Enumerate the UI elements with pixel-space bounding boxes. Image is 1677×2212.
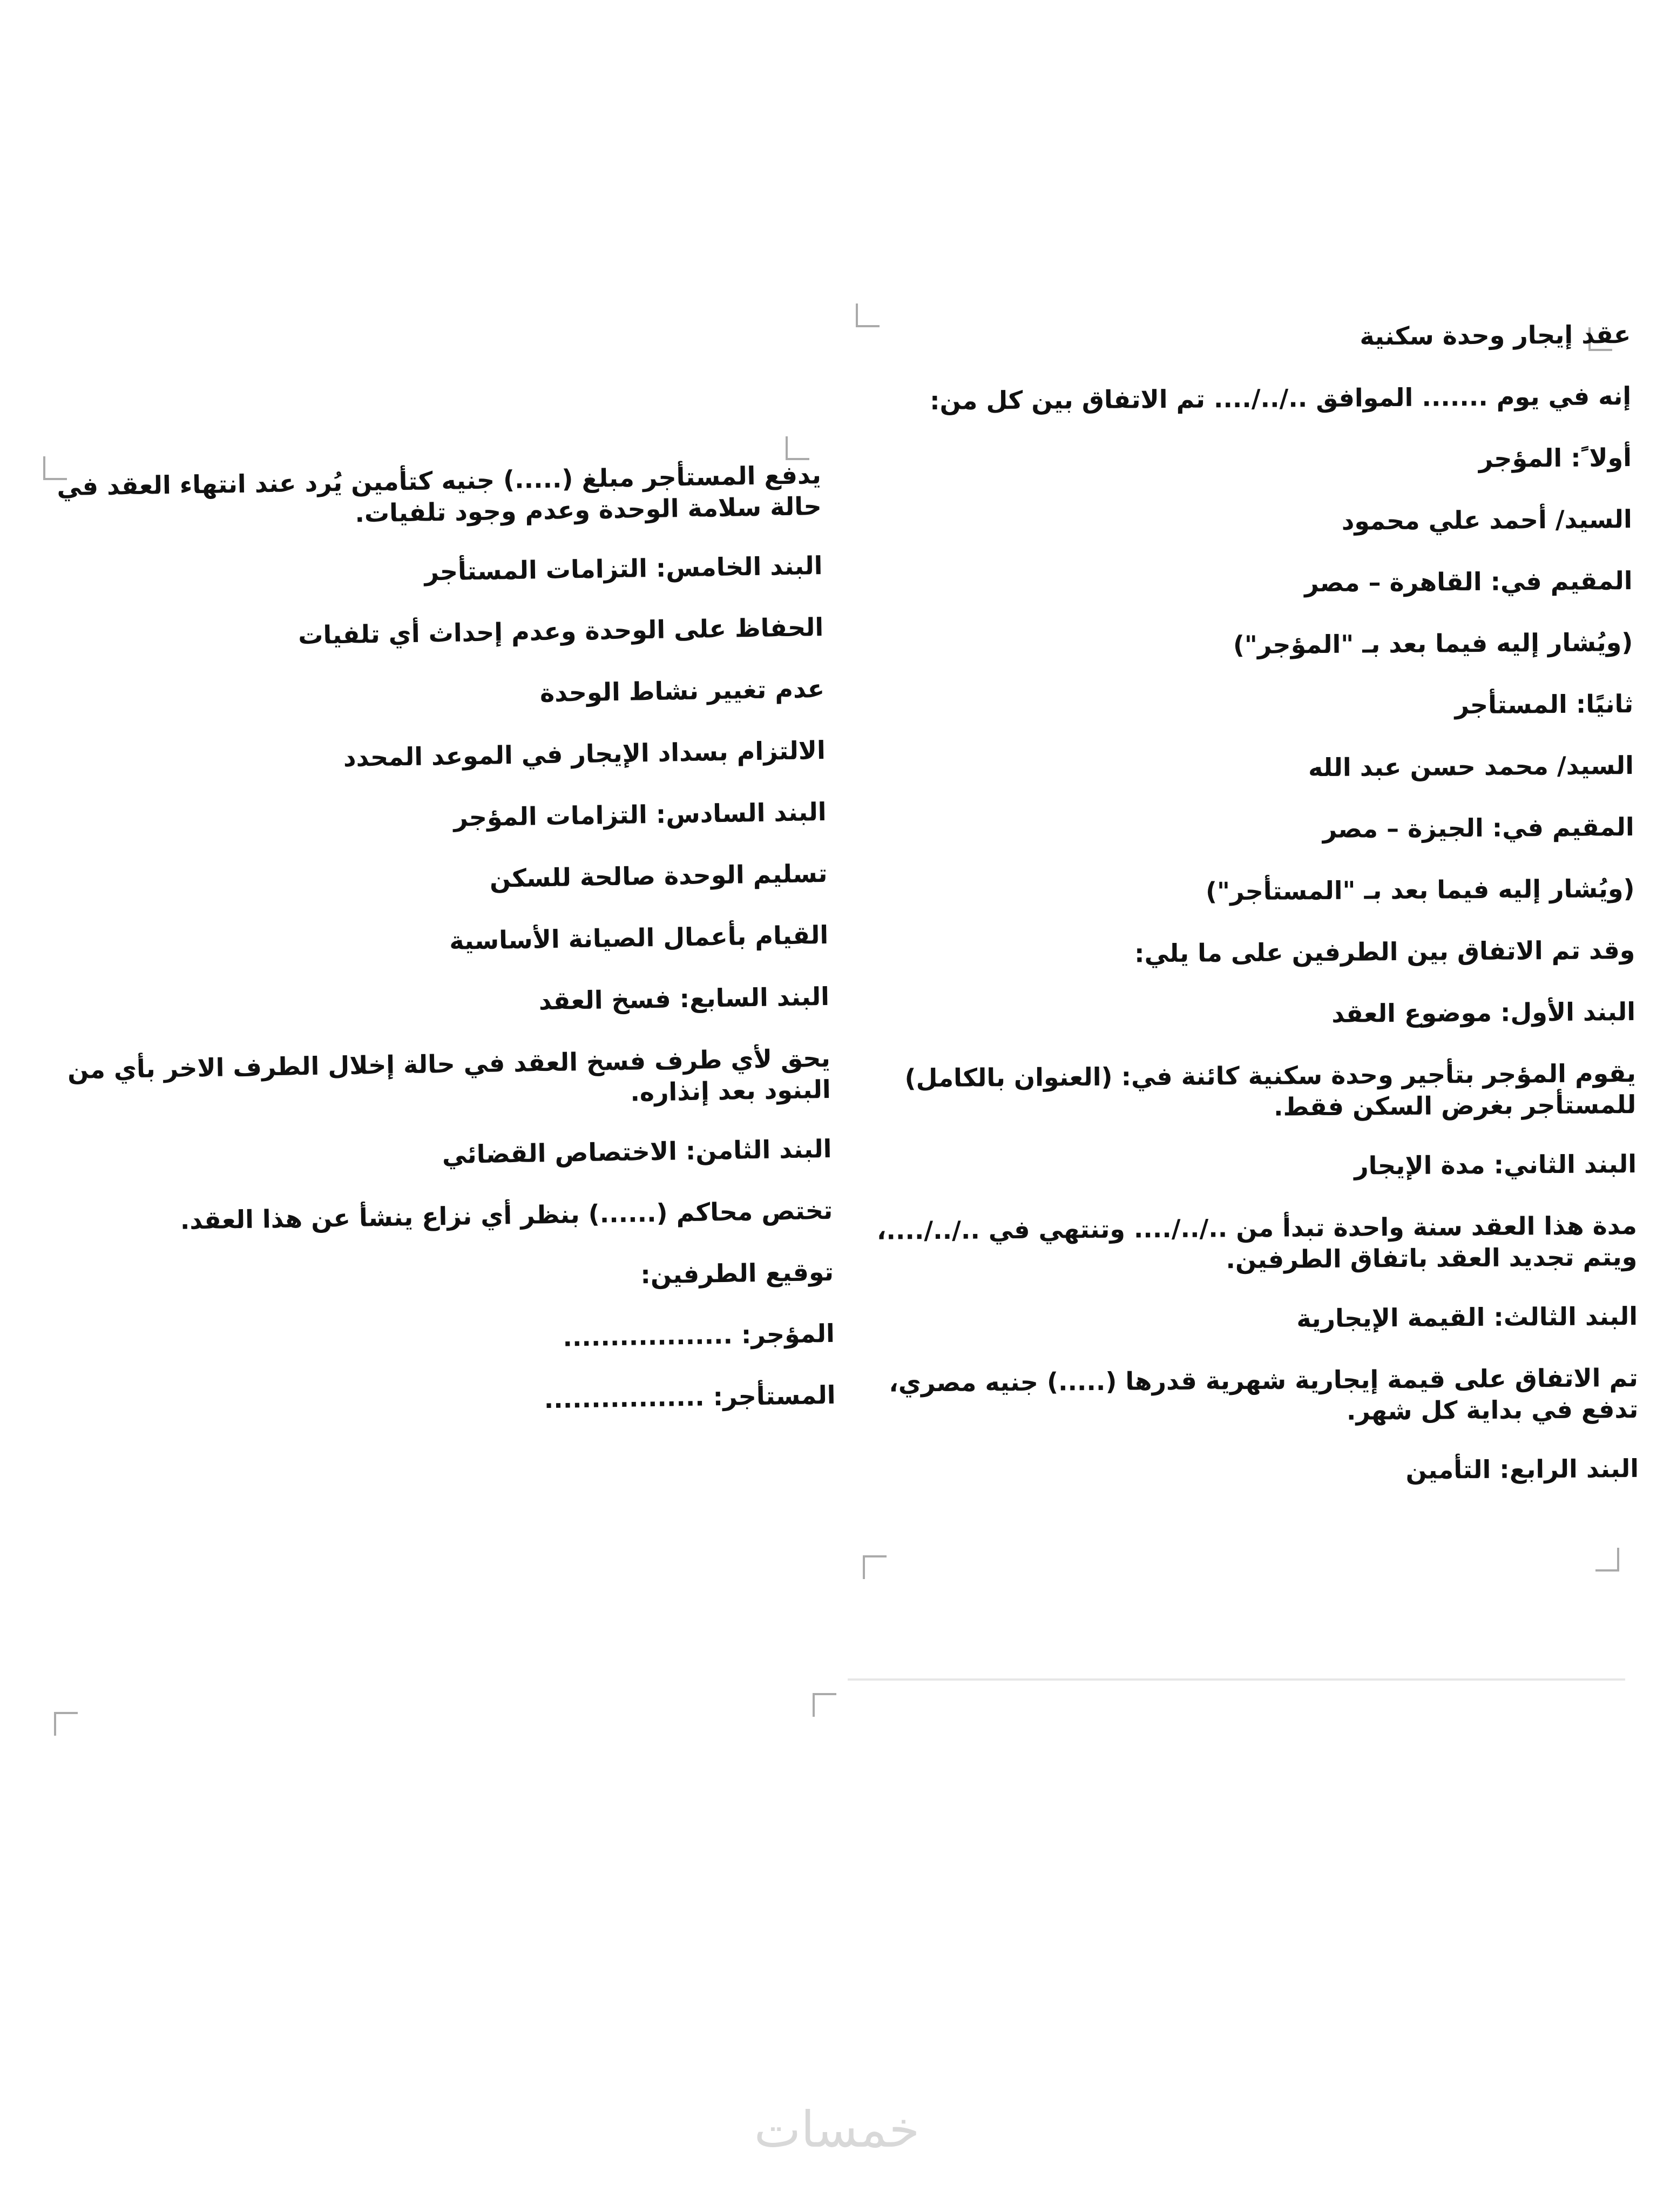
clause-heading: البند الرابع: التأمين xyxy=(1405,1453,1639,1485)
contract-line: السيد/ أحمد علي محمود xyxy=(1341,504,1632,536)
contract-line: المقيم في: القاهرة – مصر xyxy=(1304,565,1633,598)
contract-line: المقيم في: الجيزة – مصر xyxy=(1322,812,1634,844)
crop-mark xyxy=(813,1693,836,1717)
clause-heading: البند الأول: موضوع العقد xyxy=(1331,996,1636,1028)
clause-heading: البند الثامن: الاختصاص القضائي xyxy=(442,1134,832,1170)
watermark-logo: خمسات xyxy=(754,2101,920,2159)
clause-heading: البند الخامس: التزامات المستأجر xyxy=(424,550,823,586)
signatures-heading: توقيع الطرفين: xyxy=(640,1257,834,1290)
clause-text: مدة هذا العقد سنة واحدة تبدأ من ../../.... وتنتهي في ../../....، ويتم تجديد العقد باتفاق الطرفين. xyxy=(876,1210,1638,1274)
clause-text: تسليم الوحدة صالحة للسكن xyxy=(489,858,828,893)
clause-text: تختص محاكم (......) بنظر أي نزاع ينشأ عن هذا العقد. xyxy=(180,1195,833,1235)
landlord-signature-line: المؤجر: .................. xyxy=(562,1318,835,1352)
tenant-signature-line: المستأجر: ................. xyxy=(544,1380,836,1414)
clause-heading: البند الثالث: القيمة الإيجارية xyxy=(1296,1301,1638,1333)
clause-text: يحق لأي طرف فسخ العقد في حالة إخلال الطرف الاخر بأي من البنود بعد إنذاره. xyxy=(67,1043,831,1107)
clause-text: الحفاظ على الوحدة وعدم إحداث أي تلفيات xyxy=(297,612,824,650)
contract-line: وقد تم الاتفاق بين الطرفين على ما يلي: xyxy=(1134,935,1635,968)
clause-heading: البند السادس: التزامات المؤجر xyxy=(453,797,827,832)
clause-text: الالتزام بسداد الإيجار في الموعد المحدد xyxy=(343,735,826,772)
page-divider xyxy=(848,1678,1625,1681)
clause-text: تم الاتفاق على قيمة إيجارية شهرية قدرها (.....) جنيه مصري، تدفع في بداية كل شهر. xyxy=(889,1363,1639,1426)
clause-text: عدم تغيير نشاط الوحدة xyxy=(539,673,825,708)
clause-text: يدفع المستأجر مبلغ (.....) جنيه كتأمين يُرد عند انتهاء العقد في حالة سلامة الوحدة وعدم وجود تلفيات. xyxy=(56,460,822,528)
contract-line: إنه في يوم ....... الموافق ../../.... تم الاتفاق بين كل من: xyxy=(929,381,1632,416)
contract-page-1 xyxy=(864,308,1639,1555)
contract-line: (ويُشار إليه فيما بعد بـ "المؤجر") xyxy=(1233,627,1633,660)
contract-title: عقد إيجار وحدة سكنية xyxy=(1360,319,1631,351)
clause-text: يقوم المؤجر بتأجير وحدة سكنية كائنة في: (العنوان بالكامل) للمستأجر بغرض السكن فقط. xyxy=(904,1058,1637,1122)
section-heading: ثانيًا: المستأجر xyxy=(1455,689,1634,720)
clause-heading: البند الثاني: مدة الإيجار xyxy=(1354,1149,1637,1181)
page-1-lines xyxy=(864,319,1639,1520)
crop-mark xyxy=(54,1712,78,1736)
clause-heading: البند السابع: فسخ العقد xyxy=(538,981,830,1016)
clause-text: القيام بأعمال الصيانة الأساسية xyxy=(449,920,829,955)
contract-page-2 xyxy=(49,448,840,1681)
crop-mark xyxy=(863,1555,887,1579)
contract-line: (ويُشار إليه فيما بعد بـ "المستأجر") xyxy=(1205,873,1635,906)
crop-mark xyxy=(1595,1548,1619,1572)
section-heading: أولا ً: المؤجر xyxy=(1478,442,1632,473)
contract-line: السيد/ محمد حسن عبد الله xyxy=(1308,750,1634,783)
page-2-lines xyxy=(49,459,836,1453)
